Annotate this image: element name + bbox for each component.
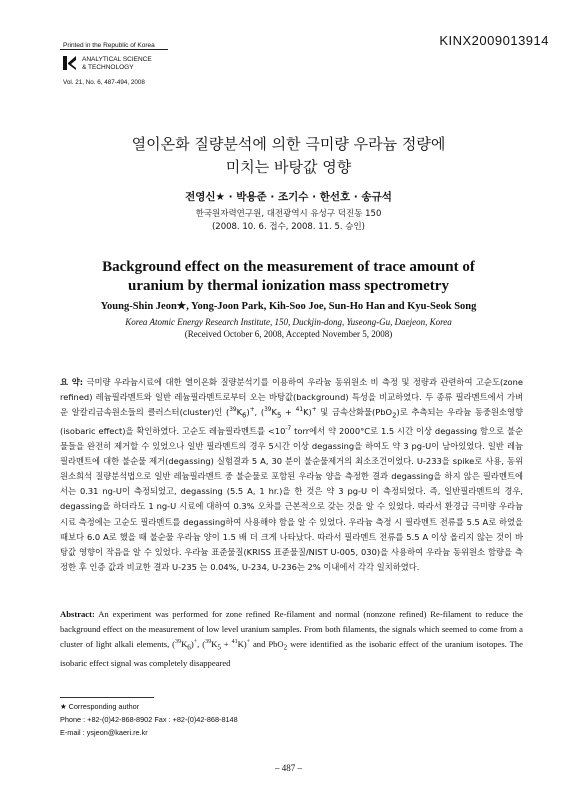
authors-english: Young-Shin Jeon★, Yong-Joon Park, Kih-Soo Joe, Sun-Ho Han and Kyu-Seok Song bbox=[100, 301, 477, 312]
contact-phone-fax: Phone : +82-(0)42-868-8902 Fax : +82-(0)42-868-8148 bbox=[60, 715, 238, 724]
journal-volume: Vol. 21, No. 6, 487-494, 2008 bbox=[63, 79, 145, 86]
page-number: – 487 – bbox=[275, 763, 302, 773]
printed-in-korea: Printed in the Republic of Korea bbox=[63, 42, 155, 49]
contact-email: E-mail : ysjeon@kaeri.re.kr bbox=[60, 728, 148, 737]
abstract-korean: 요 약: 극미량 우라늄시료에 대한 열이온화 질량분석기를 이용하여 우라늄 동위원소 비 측정 및 정량과 관련하여 고순도(zone refined) 레늄필라멘트와 일반 레늄필라멘트로부터 오는 바탕값(background) 특성을 비교하였다. 두 종류 필라멘트에서 가벼운 알칼리금속원소들의 클러스터(cluster)인 $(^{39}K_6)^+$, $(^{39}K_5 + ^{41}K)^+$ 및 금속산화물(PbO$_2$)로 추측되는 우라늄 동중원소영향(isobaric effect)을 확인하였다. 고순도 레늄필라멘트를 $<10^{-7}$ torr에서 약 2000°C로 1.5 시간 이상 degassing 함으로 불순물들을 완전히 제거할 수 있었으나 일반 필라멘트의 경우 5시간 이상 degassing을 하여도 약 3 pg-U이 남아있었다. 일반 레늄필라멘트에 대한 불순물 제거(degassing) 실험결과 5 A, 30 분이 불순물제거의 최소조건이었다. U-233을 spike로 사용, 동위원소희석 질량분석법으로 일반 레늄필라멘트 중 불순물로 포함된 우라늄 양을 측정한 결과 degassing을 하지 않은 필라멘트에서는 0.31 ng-U이 측정되었고, degassing (5.5 A, 1 hr.)을 한 것은 약 3 pg-U 이 측정되었다. 즉, 일반필라멘트의 경우, degassing을 하더라도 1 ng-U 시료에 대하여 0.3% 오차를 근본적으로 갖는 것을 알 수 있었다. 따라서 환경급 극미량 우라늄시료 측정에는 고순도 필라멘트를 degassing하여 사용해야 함을 알 수 있었다. 우라늄 측정 시 필라멘트 전류를 5.5 A로 하였을 때보다 6.0 A로 했을 때 불순물 우라늄 양이 1.5 배 더 크게 나타났다. 따라서 필라멘트 전류를 5.5 A 이상 올리지 않는 것이 바탕값 영향이 작음을 알 수 있었다. 우라늄 표준물질(KRISS 표준물질/NIST U-005, 030)을 사용하여 우라늄 동위원소 함량을 측정한 후 인증 값과 비교한 결과 U-235 는 0.04%, U-234, U-236는 2% 이내에서 각각 일치하였다. bbox=[60, 377, 523, 572]
abstract-english-label: Abstract: bbox=[60, 609, 95, 619]
affiliation-korean: 한국원자력연구원, 대전광역시 유성구 덕진동 150 (2008. 10. 6. 접수, 2008. 11. 5. 승인) bbox=[195, 209, 382, 232]
journal-logo-icon bbox=[62, 55, 78, 71]
journal-name: ANALYTICAL SCIENCE & TECHNOLOGY bbox=[82, 56, 152, 71]
abstract-korean-label: 요 약: bbox=[60, 377, 84, 387]
journal-header bbox=[60, 49, 168, 94]
corresponding-author: ★ Corresponding author bbox=[60, 702, 140, 711]
title-english: Background effect on the measurement of trace amount of uranium by thermal ionization mass spectrometry bbox=[102, 259, 475, 294]
affiliation-english: Korea Atomic Energy Research Institute, 150, Duckjin-dong, Yuseong-Gu, Daejeon, Korea (Received October 6, 2008, Accepted November 5, 2008) bbox=[125, 317, 452, 339]
report-id: KINX2009013914 bbox=[439, 33, 549, 48]
footnote-divider bbox=[60, 697, 154, 698]
footnote bbox=[60, 700, 238, 739]
abstract-english: Abstract: An experiment was performed for zone refined Re-filament and normal (nonzone refined) Re-filament to reduce the background effect on the measurement of low level uranium samples. From both filaments, the signals which seemed to come from a cluster of light alkali elements, $(^{39}K_6)^+$, $(^{39}K_5 + ^{41}K)^+$ and PbO$_2$ were identified as the isobaric effect of the uranium isotopes. The isobaric effect signal was completely disappeared bbox=[60, 609, 523, 668]
authors-korean: 전영신★ · 박용준 · 조기수 · 한선호 · 송규석 bbox=[185, 191, 392, 203]
title-korean: 열이온화 질량분석에 의한 극미량 우라늄 정량에 미치는 바탕값 영향 bbox=[131, 135, 446, 176]
